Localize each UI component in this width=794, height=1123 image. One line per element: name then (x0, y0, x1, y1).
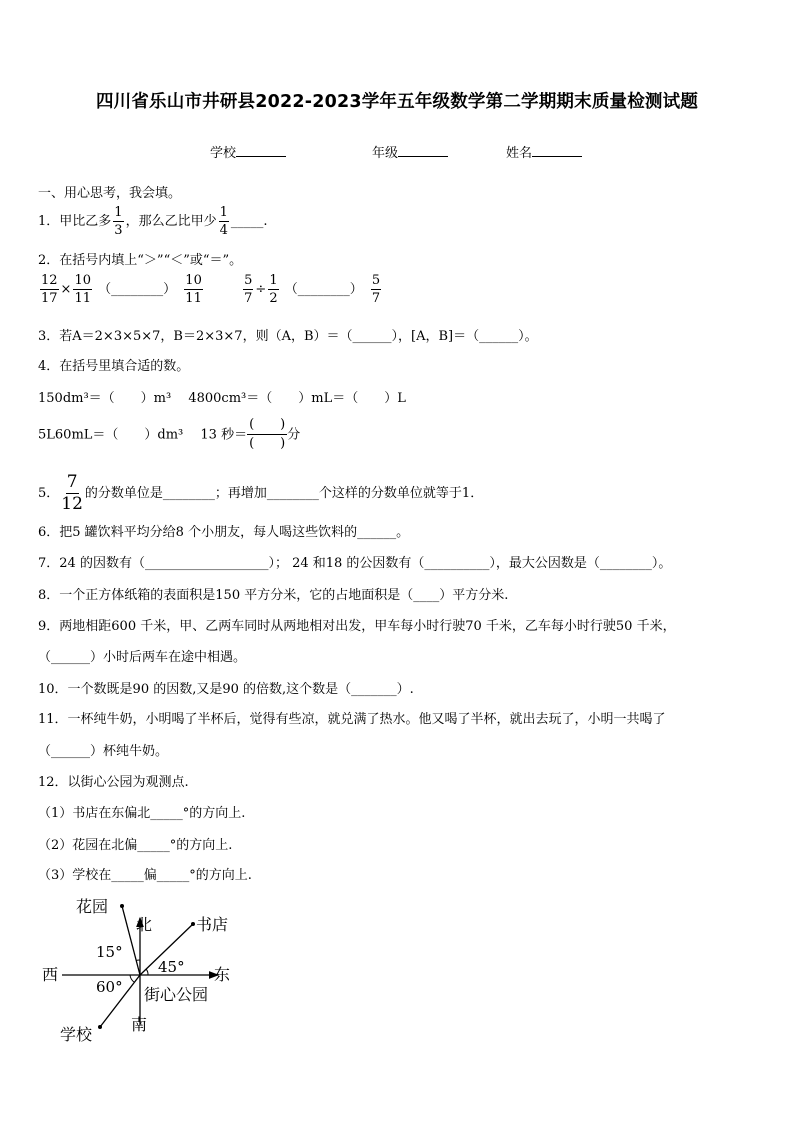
question-4b: 5L60mL＝（ ）dm³ 13 秒＝ $\frac{( )}{( )}$ 分 (38, 417, 301, 452)
grade-field[interactable] (398, 144, 448, 157)
grade-label: 年级 (372, 146, 399, 161)
question-9-line2: （______）小时后两车在途中相遇。 (38, 650, 247, 665)
name-label: 姓名 (506, 146, 533, 161)
question-5: 5． $\frac{7}{12}$ 的分数单位是________；再增加________个这样的分数单位就等于1． (38, 472, 484, 514)
page-title: 四川省乐山市井研县2022-2023学年五年级数学第二学期期末质量检测试题 (95, 92, 699, 112)
question-2-expressions: $\frac{12}{17}$ × $\frac{10}{11}$ （________） $\frac{10}{11}$ $\frac{5}{7}$ ÷ $\frac{1}{2}$ （________） $\frac{5}{7}$ (41, 273, 381, 306)
question-6: 6．把5 罐饮料平均分给8 个小朋友，每人喝这些饮料的______。 (38, 525, 410, 540)
name-field[interactable] (532, 144, 582, 157)
school-field[interactable] (236, 144, 286, 157)
question-4: 4．在括号里填合适的数。 (38, 359, 190, 374)
question-11-line1: 11．一杯纯牛奶，小明喝了半杯后，觉得有些凉，就兑满了热水。他又喝了半杯，就出去玩了，小明一共喝了 (38, 712, 666, 727)
question-12-part2: （2）花园在北偏_____°的方向上. (38, 838, 233, 853)
label-bookstore: 书店 (196, 915, 229, 934)
direction-diagram (30, 890, 260, 1050)
label-east: 东 (214, 965, 231, 984)
question-10: 10．一个数既是90 的因数,又是90 的倍数,这个数是（_______）. (38, 682, 414, 697)
question-12-part3: （3）学校在_____偏_____°的方向上. (38, 868, 252, 883)
label-garden: 花园 (76, 897, 109, 916)
question-8: 8．一个正方体纸箱的表面积是150 平方分米，它的占地面积是（____）平方分米. (38, 588, 509, 603)
section-heading: 一、用心思考，我会填。 (38, 186, 182, 201)
answer-paren[interactable]: （________） (98, 282, 177, 297)
question-4a: 150dm³＝（ ）m³ 4800cm³＝（ ）mL＝（ ）L (38, 391, 406, 406)
label-north: 北 (136, 915, 153, 934)
school-label: 学校 (210, 146, 237, 161)
fraction: $\frac{1}{4}$ (219, 205, 228, 238)
answer-paren[interactable]: （________） (284, 282, 363, 297)
label-center: 街心公园 (144, 985, 209, 1004)
question-3: 3．若A＝2×3×5×7，B＝2×3×7，则（A，B）＝（______），[A，B]＝（______）。 (38, 329, 538, 344)
question-7: 7．24 的因数有（___________________）； 24 和18 的公因数有（__________），最大公因数是（________）。 (38, 556, 672, 571)
question-11-line2: （______）杯纯牛奶。 (38, 744, 169, 759)
angle-15: 15° (96, 943, 123, 961)
question-1: 1．甲比乙多 $\frac{1}{3}$ ，那么乙比甲少 $\frac{1}{4}$ _____. (38, 205, 268, 238)
fraction: $\frac{1}{3}$ (114, 205, 123, 238)
question-9-line1: 9．两地相距600 千米，甲、乙两车同时从两地相对出发，甲车每小时行驶70 千米，乙车每小时行驶50 千米， (38, 619, 676, 634)
label-west: 西 (42, 965, 59, 984)
label-south: 南 (131, 1015, 148, 1034)
angle-45: 45° (158, 958, 185, 976)
angle-60: 60° (96, 978, 123, 996)
question-12: 12．以街心公园为观测点. (38, 775, 189, 790)
question-2: 2．在括号内填上“＞”“＜”或“＝”。 (38, 253, 243, 268)
question-12-part1: （1）书店在东偏北_____°的方向上. (38, 806, 246, 821)
label-school: 学校 (60, 1025, 93, 1044)
